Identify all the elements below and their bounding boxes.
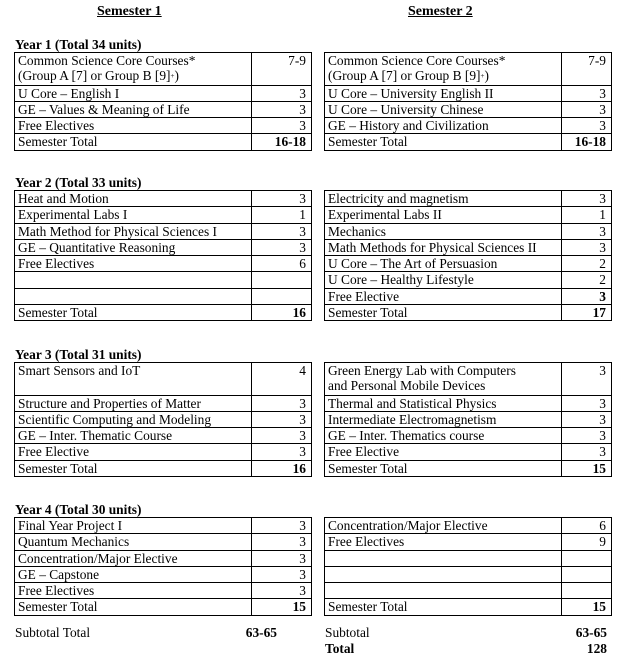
course-name: Concentration/Major Elective: [18, 550, 178, 566]
course-cell: [325, 85, 562, 101]
course-name: Thermal and Statistical Physics: [328, 395, 497, 411]
course-name: GE – Capstone: [18, 566, 100, 582]
subtotal-right-label: Subtotal: [325, 625, 370, 640]
table-row: [325, 428, 612, 444]
units-cell: 3: [252, 566, 312, 582]
course-name: Electricity and magnetism: [328, 191, 469, 206]
table-row: [325, 85, 612, 101]
course-name: GE – Inter. Thematics course: [328, 428, 485, 444]
semester-total-value: 15: [252, 599, 312, 615]
units-cell: 3: [562, 239, 612, 255]
plus-marker: +: [170, 72, 175, 80]
course-name: Quantum Mechanics: [18, 534, 130, 550]
course-cell: [15, 534, 252, 550]
units-cell: 3: [252, 428, 312, 444]
year-2-sem2-table: [324, 190, 612, 321]
course-cell: [325, 460, 562, 476]
units-cell: 3: [562, 223, 612, 239]
table-row: [15, 288, 312, 304]
course-cell: [15, 191, 252, 207]
course-name: Math Method for Physical Sciences I: [18, 223, 217, 239]
subtotal-left-value: 63-65: [245, 625, 277, 640]
course-cell: [15, 305, 252, 321]
table-row: [325, 191, 612, 207]
table-row: [15, 256, 312, 272]
course-line-1: Green Energy Lab with Computers: [328, 363, 516, 378]
year-title: Year 1 (Total 34 units): [15, 37, 142, 52]
table-row: [15, 599, 312, 615]
table-row: [325, 134, 612, 150]
course-cell: [15, 411, 252, 427]
course-cell: [325, 518, 562, 534]
semester-total-value: 16-18: [562, 134, 612, 150]
course-cell: [325, 550, 562, 566]
table-row: [15, 85, 312, 101]
table-row: [325, 460, 612, 476]
table-row: [15, 566, 312, 582]
course-cell: [325, 223, 562, 239]
semester-total-label: Semester Total: [18, 134, 98, 150]
units-cell: 3: [562, 444, 612, 460]
course-line-end: ): [484, 68, 489, 83]
year-4-sem1-table: [14, 517, 312, 616]
table-row: [15, 305, 312, 321]
course-name: U Core – English I: [18, 85, 120, 101]
course-name: [328, 363, 558, 393]
course-name: Experimental Labs I: [18, 207, 128, 223]
course-name: U Core – University Chinese: [328, 101, 484, 117]
units-cell: 3: [252, 85, 312, 101]
year-1-sem1-table: [14, 52, 312, 151]
course-name: Experimental Labs II: [328, 207, 442, 223]
course-cell: [325, 118, 562, 134]
semester-total-value: 17: [562, 305, 612, 321]
course-cell: [325, 534, 562, 550]
course-cell: [15, 550, 252, 566]
course-cell: [325, 272, 562, 288]
course-cell: [15, 272, 252, 288]
table-row: [15, 550, 312, 566]
semester-total-value: 15: [562, 599, 612, 615]
course-cell: [325, 288, 562, 304]
units-cell: 3: [562, 118, 612, 134]
course-name: U Core – The Art of Persuasion: [328, 256, 498, 272]
course-cell: [15, 518, 252, 534]
table-row: [15, 101, 312, 117]
semester-total-value: 16: [252, 460, 312, 476]
table-row: [15, 444, 312, 460]
course-cell: [325, 363, 562, 396]
year-title: Year 4 (Total 30 units): [15, 502, 142, 517]
course-cell: [15, 288, 252, 304]
units-cell: [562, 583, 612, 599]
course-name: Free Elective: [18, 444, 90, 460]
course-line-1: Common Science Core Courses*: [18, 53, 196, 68]
units-cell: 3: [252, 534, 312, 550]
units-cell: 3: [252, 583, 312, 599]
semester-total-label: Semester Total: [328, 134, 408, 150]
course-name: Free Electives: [328, 534, 405, 550]
table-row: [325, 101, 612, 117]
course-name: [328, 53, 558, 84]
course-cell: [325, 101, 562, 117]
table-row: [15, 239, 312, 255]
course-name: Smart Sensors and IoT: [18, 363, 141, 378]
units-cell: 3: [252, 118, 312, 134]
course-cell: [325, 395, 562, 411]
semester-2-heading: Semester 2: [408, 4, 473, 19]
table-row: [15, 272, 312, 288]
course-cell: [325, 411, 562, 427]
semester-total-label: Semester Total: [18, 305, 98, 321]
year-title: Year 2 (Total 33 units): [15, 175, 142, 190]
units-cell: [252, 272, 312, 288]
course-cell: [15, 101, 252, 117]
course-cell: [325, 207, 562, 223]
units-cell: 1: [252, 207, 312, 223]
table-row: [325, 550, 612, 566]
units-cell: 3: [252, 550, 312, 566]
course-line-2: (Group A [7] or Group B [9]: [18, 68, 171, 83]
course-cell: [325, 134, 562, 150]
course-name: U Core – University English II: [328, 85, 494, 101]
course-name: Structure and Properties of Matter: [18, 395, 201, 411]
course-cell: [325, 566, 562, 582]
course-cell: [15, 395, 252, 411]
course-name: Heat and Motion: [18, 191, 109, 206]
semester-total-value: 16-18: [252, 134, 312, 150]
course-cell: [15, 118, 252, 134]
table-row: [325, 444, 612, 460]
course-line-2: and Personal Mobile Devices: [328, 378, 486, 393]
subtotal-left-label: Subtotal Total: [15, 625, 91, 640]
table-row: [325, 239, 612, 255]
units-cell: 1: [562, 207, 612, 223]
table-row: [325, 583, 612, 599]
course-cell: [15, 134, 252, 150]
units-cell: 9: [562, 534, 612, 550]
course-cell: [15, 363, 252, 396]
table-row: [325, 363, 612, 396]
table-row: [325, 288, 612, 304]
units-cell: 6: [562, 518, 612, 534]
course-name: GE – Inter. Thematic Course: [18, 428, 173, 444]
course-cell: [325, 239, 562, 255]
units-cell: 3: [562, 428, 612, 444]
units-cell: 2: [562, 256, 612, 272]
units-cell: 3: [252, 518, 312, 534]
course-name: Free Electives: [18, 583, 95, 599]
table-row: [15, 460, 312, 476]
course-cell: [325, 256, 562, 272]
course-cell: [15, 85, 252, 101]
table-row: [15, 534, 312, 550]
units-cell: 3: [562, 288, 612, 304]
course-name: Free Electives: [18, 256, 95, 272]
units-cell: 3: [252, 223, 312, 239]
course-name: [18, 53, 248, 84]
table-row: [325, 207, 612, 223]
units-cell: 6: [252, 256, 312, 272]
units-cell: 3: [252, 411, 312, 427]
table-row: [325, 305, 612, 321]
table-row: [15, 363, 312, 396]
course-cell: [15, 583, 252, 599]
units-cell: 3: [252, 191, 312, 207]
year-4-sem2-table: [324, 517, 612, 616]
course-cell: [15, 223, 252, 239]
table-row: [325, 395, 612, 411]
course-name: Free Electives: [18, 118, 95, 134]
year-title: Year 3 (Total 31 units): [15, 347, 142, 362]
course-name: GE – Quantitative Reasoning: [18, 239, 176, 255]
course-cell: [15, 428, 252, 444]
table-row: [15, 134, 312, 150]
table-row: [325, 411, 612, 427]
grand-total-label: Total: [325, 641, 355, 656]
course-name: Free Elective: [328, 288, 400, 304]
table-row: [15, 583, 312, 599]
course-cell: [15, 256, 252, 272]
course-name: Final Year Project I: [18, 518, 123, 533]
units-cell: 3: [562, 363, 612, 396]
table-row: [15, 118, 312, 134]
course-line-2: (Group A [7] or Group B [9]: [328, 68, 481, 83]
course-cell: [325, 428, 562, 444]
course-line-1: Common Science Core Courses*: [328, 53, 506, 68]
plus-marker: +: [480, 72, 485, 80]
semester-total-label: Semester Total: [18, 599, 98, 615]
table-row: [15, 223, 312, 239]
table-row: [325, 518, 612, 534]
table-row: [15, 518, 312, 534]
table-row: [325, 118, 612, 134]
year-3-sem1-table: [14, 362, 312, 477]
table-row: [15, 207, 312, 223]
units-cell: 3: [252, 395, 312, 411]
course-name: Math Methods for Physical Sciences II: [328, 239, 537, 255]
course-cell: [15, 239, 252, 255]
course-cell: [15, 599, 252, 615]
units-cell: 2: [562, 272, 612, 288]
units-cell: [562, 566, 612, 582]
units-cell: 7-9: [252, 53, 312, 86]
course-cell: [325, 191, 562, 207]
course-name: GE – Values & Meaning of Life: [18, 101, 190, 117]
subtotal-right-value: 63-65: [575, 625, 607, 640]
course-cell: [325, 444, 562, 460]
course-cell: [325, 583, 562, 599]
year-3-sem2-table: [324, 362, 612, 477]
units-cell: 7-9: [562, 53, 612, 86]
table-row: [325, 599, 612, 615]
course-name: GE – History and Civilization: [328, 118, 489, 134]
grand-total-value: 128: [586, 641, 607, 656]
year-1-sem2-table: [324, 52, 612, 151]
table-row: [325, 272, 612, 288]
course-cell: [325, 305, 562, 321]
units-cell: [562, 550, 612, 566]
semester-total-label: Semester Total: [328, 599, 408, 615]
units-cell: 3: [562, 411, 612, 427]
semester-total-label: Semester Total: [328, 305, 408, 321]
units-cell: 3: [562, 395, 612, 411]
course-cell: [15, 460, 252, 476]
units-cell: 3: [252, 444, 312, 460]
course-name: Mechanics: [328, 223, 387, 239]
semester-total-value: 16: [252, 305, 312, 321]
table-row: [15, 191, 312, 207]
semester-total-value: 15: [562, 460, 612, 476]
semester-total-label: Semester Total: [328, 460, 408, 476]
course-name: Intermediate Electromagnetism: [328, 411, 497, 427]
course-cell: [325, 599, 562, 615]
course-name: Scientific Computing and Modeling: [18, 411, 212, 427]
course-cell: [15, 53, 252, 86]
course-cell: [15, 444, 252, 460]
units-cell: 3: [562, 191, 612, 207]
course-name: Free Elective: [328, 444, 400, 460]
table-row: [325, 53, 612, 86]
semester-total-label: Semester Total: [18, 460, 98, 476]
table-row: [325, 534, 612, 550]
course-name: U Core – Healthy Lifestyle: [328, 272, 474, 288]
table-row: [15, 428, 312, 444]
course-cell: [15, 207, 252, 223]
table-row: [325, 256, 612, 272]
course-cell: [15, 566, 252, 582]
course-name: Concentration/Major Elective: [328, 518, 488, 533]
table-row: [325, 566, 612, 582]
table-row: [15, 395, 312, 411]
semester-1-heading: Semester 1: [97, 4, 162, 19]
course-line-end: ): [174, 68, 179, 83]
units-cell: 3: [562, 85, 612, 101]
units-cell: 3: [252, 239, 312, 255]
units-cell: 3: [252, 101, 312, 117]
units-cell: 3: [562, 101, 612, 117]
table-row: [325, 223, 612, 239]
course-cell: [325, 53, 562, 86]
table-row: [15, 411, 312, 427]
units-cell: 4: [252, 363, 312, 396]
year-2-sem1-table: [14, 190, 312, 321]
table-row: [15, 53, 312, 86]
units-cell: [252, 288, 312, 304]
